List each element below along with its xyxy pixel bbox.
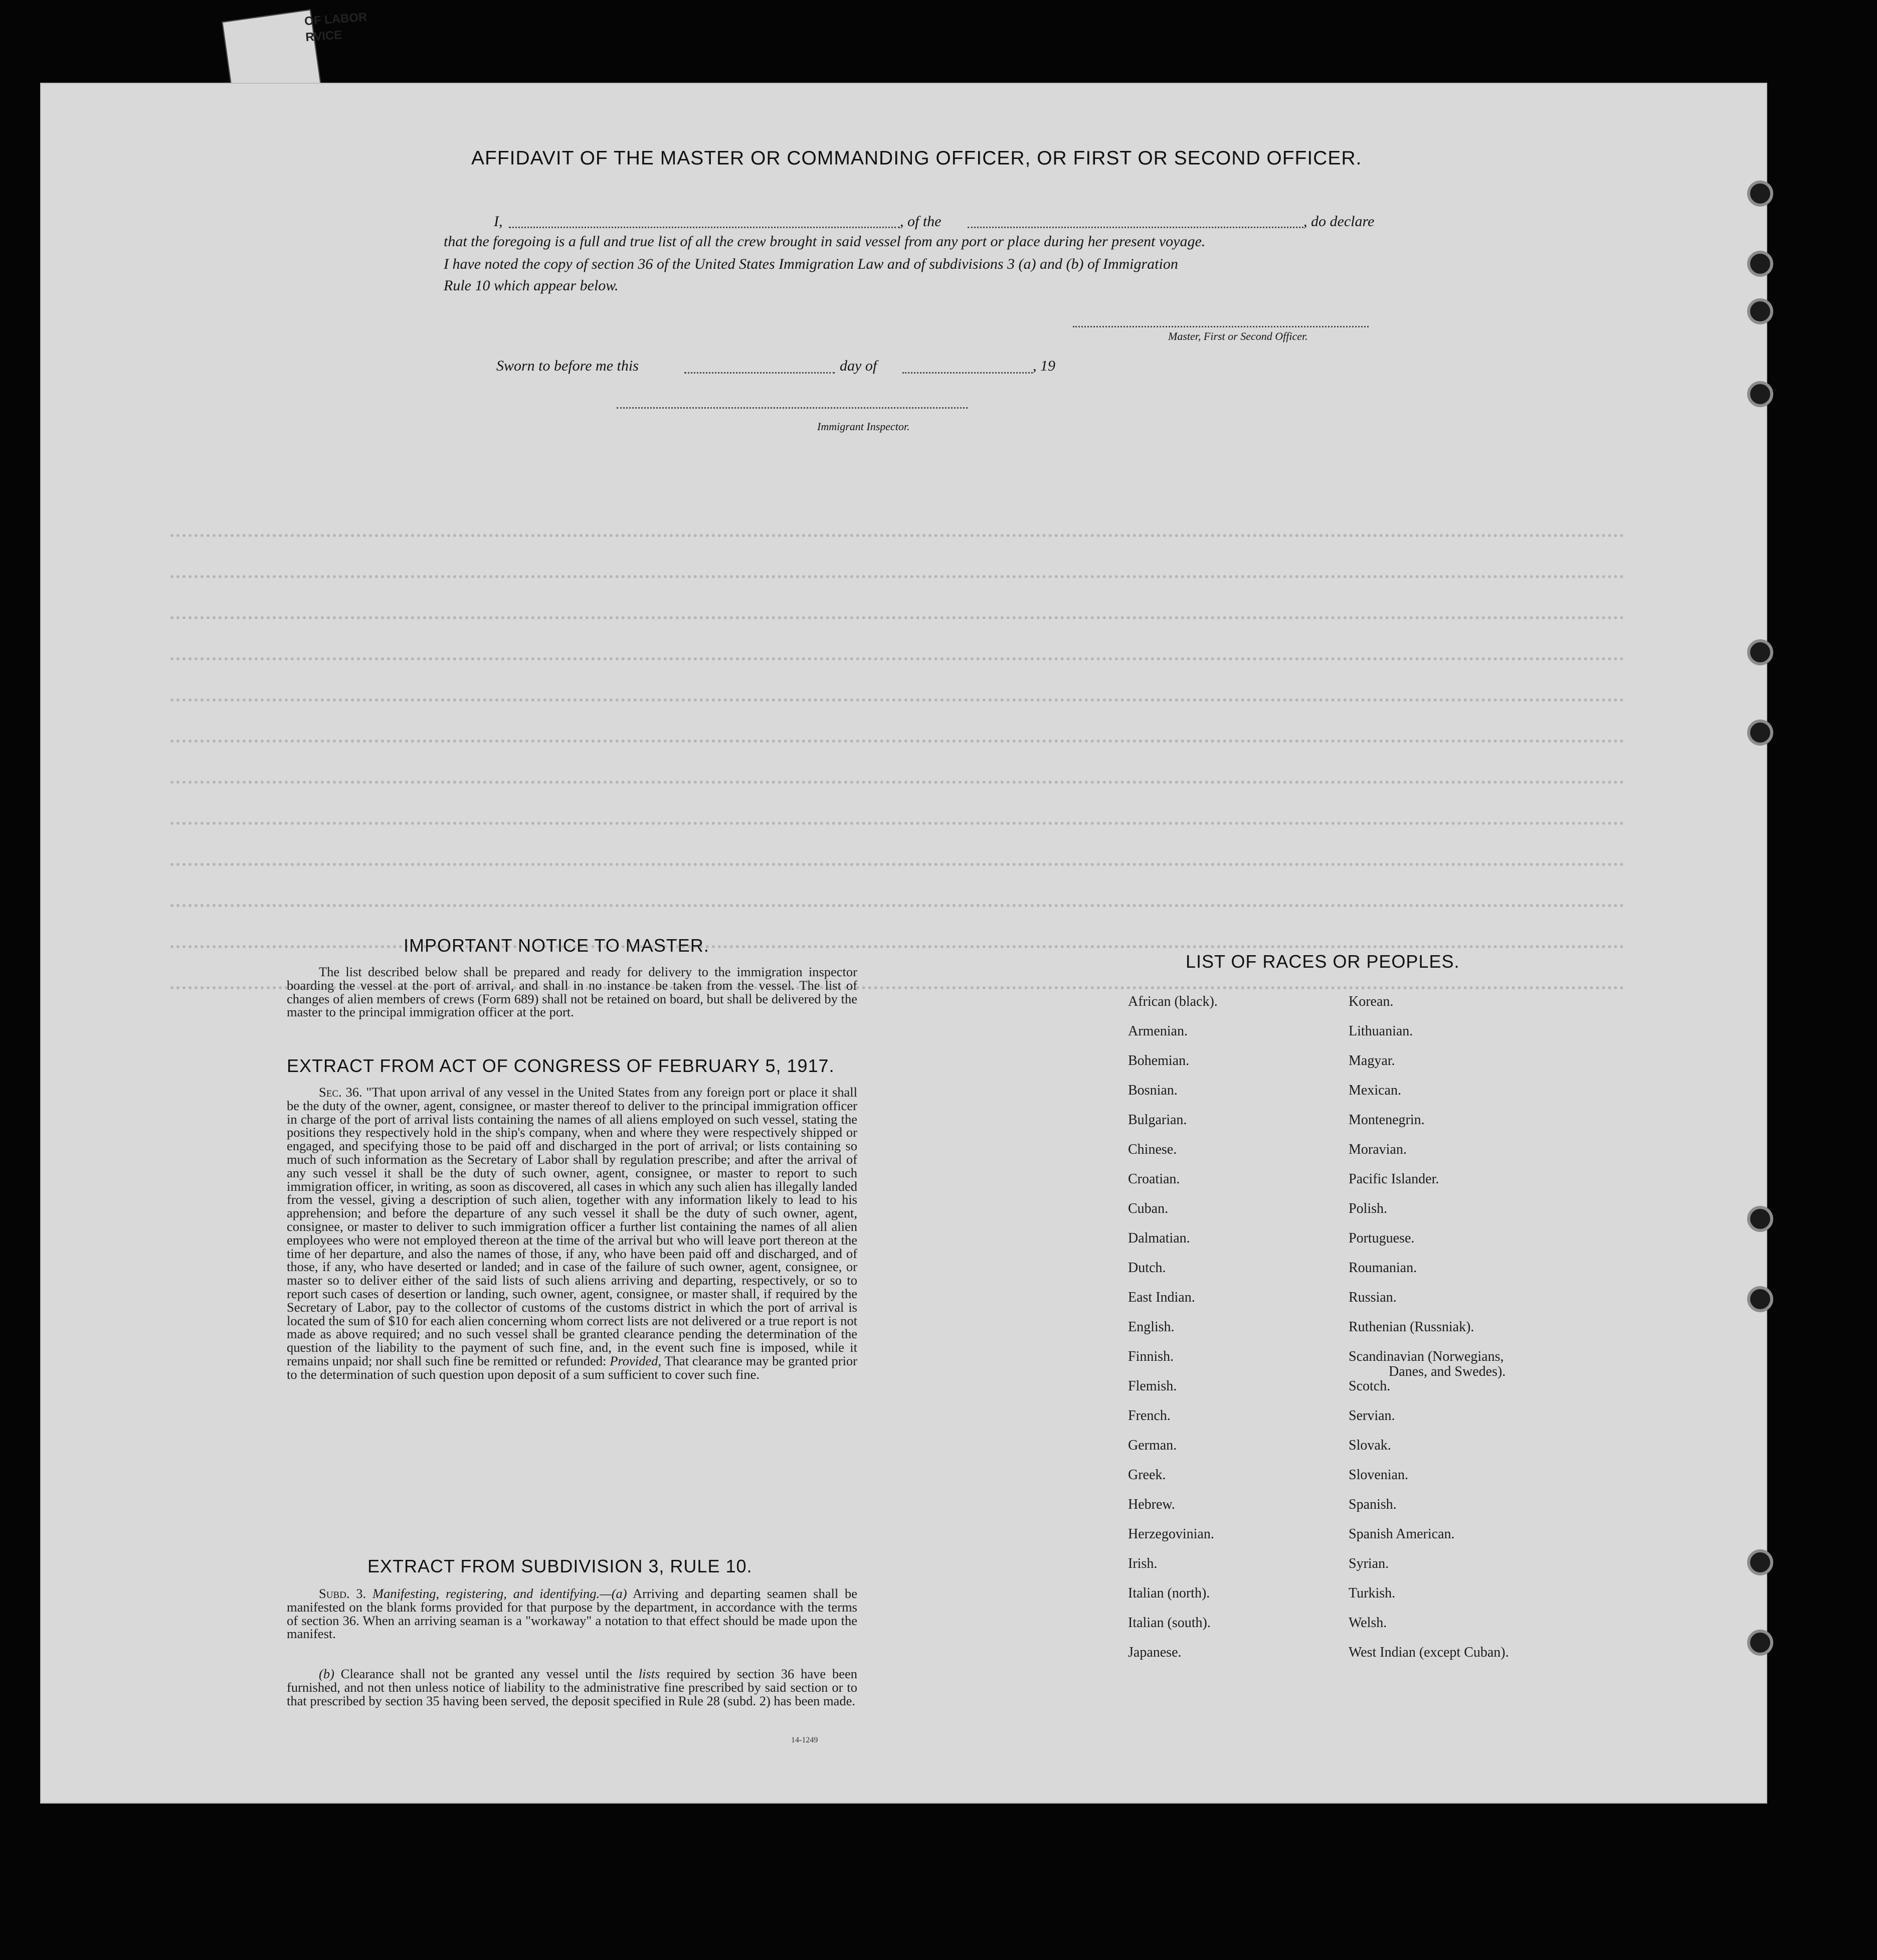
race-item: African (black). (1128, 994, 1218, 1009)
race-item: German. (1128, 1438, 1177, 1453)
binder-holes (1747, 83, 1777, 1804)
document-page (40, 83, 1767, 1804)
binder-hole-icon (1747, 639, 1773, 665)
binder-hole-icon (1747, 298, 1773, 324)
name-blank (509, 227, 900, 228)
month-blank (902, 372, 1033, 374)
form-number: 14-1249 (791, 1736, 818, 1744)
race-item: French. (1128, 1408, 1171, 1423)
binder-hole-icon (1747, 1630, 1773, 1656)
race-item: Spanish American. (1349, 1526, 1455, 1542)
rule-b-lists: lists (638, 1666, 660, 1681)
rule-b-body-1: Clearance shall not be granted any vessel until the (340, 1666, 632, 1681)
race-item: Hebrew. (1128, 1497, 1175, 1512)
act-body: "That upon arrival of any vessel in the United States from any foreign port or place it shall be the duty of the owner, agent, consignee, or master thereof to deliver to the principal immigration officer in charge of the port of arrival lists containing the names of all aliens employed on such vessel, stating the positions they respectively hold in the ship's company, when and where they were respectively shipped or engaged, and specifying those to be paid off and discharged in the port of arrival; or lists containing so much of such information as the Secretary of Labor shall by regulation prescribe; and after the arrival of any such vessel it shall be the duty of such owner, agent, consignee, or master to report to such immigration officer, in writing, as soon as discovered, all cases in which any such alien has illegally landed from the vessel, giving a description of such alien, together with any information likely to lead to his apprehension; and before the departure of any such vessel it shall be the duty of such owner, agent, consignee, or master to deliver to such immigration officer a further list containing the names of all alien employees who were not employed thereon at the time of the arrival but who will leave port thereon at the time of her departure, and also the names of those, if any, who have been paid off and discharged, and of those, if any, who have deserted or landed; and in case of the failure of such owner, agent, consignee, or master so to deliver either of the said lists of such aliens arriving and departing, respectively, or so to report such cases of desertion or landing, such owner, agent, consignee, or master shall, if required by the Secretary of Labor, pay to the collector of customs of the customs district in which the port of arrival is located the sum of $10 for each alien concerning whom correct lists are not delivered or a true report is not made as above required; and no such vessel shall be granted clearance pending the determination of the question of the liability to the payment of such fine, and, in the event such fine is imposed, while it remains unpaid; nor shall such fine be remitted or refunded: (287, 1085, 857, 1368)
race-item: Italian (north). (1128, 1585, 1210, 1601)
affidavit-line-4: Rule 10 which appear below. (444, 277, 619, 294)
binder-hole-icon (1747, 181, 1773, 207)
race-item: Armenian. (1128, 1023, 1188, 1039)
race-item: Servian. (1349, 1408, 1395, 1423)
rule-b-text (287, 1667, 857, 1707)
race-item: Magyar. (1349, 1053, 1395, 1068)
master-label: Master, First or Second Officer. (1168, 330, 1308, 342)
affidavit-of-the: , of the (900, 213, 942, 230)
inspector-signature-line (617, 407, 968, 409)
affidavit-line-3: I have noted the copy of section 36 of the United States Immigration Law and of subdivisions 3 (a) and (b) of Immigration (444, 256, 1178, 272)
rule-heading: EXTRACT FROM SUBDIVISION 3, RULE 10. (367, 1556, 753, 1576)
race-item-continuation: Danes, and Swedes). (1389, 1364, 1506, 1379)
race-item: Syrian. (1349, 1556, 1389, 1571)
race-item: East Indian. (1128, 1290, 1195, 1305)
race-item: Bulgarian. (1128, 1112, 1187, 1128)
race-item: Ruthenian (Russniak). (1349, 1319, 1474, 1335)
race-item: Polish. (1349, 1201, 1388, 1216)
act-section-label: Sec. 36. (319, 1085, 362, 1100)
rule-subd-label: Subd. 3. (319, 1586, 366, 1601)
race-item: Flemish. (1128, 1378, 1177, 1394)
affidavit-i: I, (494, 213, 503, 230)
race-item: English. (1128, 1319, 1175, 1335)
race-item: Croatian. (1128, 1171, 1180, 1187)
race-item: Russian. (1349, 1290, 1397, 1305)
act-provided: Provided, (610, 1353, 662, 1368)
race-item: Pacific Islander. (1349, 1171, 1439, 1187)
race-item: Irish. (1128, 1556, 1158, 1571)
race-item: Cuban. (1128, 1201, 1169, 1216)
binder-hole-icon (1747, 1206, 1773, 1232)
master-signature-line (1073, 326, 1369, 327)
race-item: Dalmatian. (1128, 1230, 1190, 1246)
binder-hole-icon (1747, 720, 1773, 746)
race-item: Welsh. (1349, 1615, 1387, 1631)
race-item: Bohemian. (1128, 1053, 1190, 1068)
race-item: Portuguese. (1349, 1230, 1415, 1246)
day-of-label: day of (840, 358, 877, 374)
race-item: Greek. (1128, 1467, 1166, 1483)
race-item: West Indian (except Cuban). (1349, 1645, 1509, 1660)
affidavit-line-2: that the foregoing is a full and true list of all the crew brought in said vessel from any port or place during her present voyage. (444, 233, 1206, 250)
race-item: Roumanian. (1349, 1260, 1417, 1276)
notice-heading: IMPORTANT NOTICE TO MASTER. (404, 935, 709, 956)
act-heading: EXTRACT FROM ACT OF CONGRESS OF FEBRUARY 5, 1917. (287, 1055, 835, 1076)
race-item: Japanese. (1128, 1645, 1182, 1660)
affidavit-title: AFFIDAVIT OF THE MASTER OR COMMANDING OFFICER, OR FIRST OR SECOND OFFICER. (471, 147, 1362, 169)
rule-b-label: (b) (319, 1666, 334, 1681)
binder-hole-icon (1747, 381, 1773, 407)
race-item: Bosnian. (1128, 1083, 1178, 1098)
binder-hole-icon (1747, 251, 1773, 277)
rule-b-body-2: required by section 36 have been furnished, and not then unless notice of liability to the administrative fine prescribed by said section or to that prescribed by section 35 having been served, the deposit specified in Rule 28 (subd. 2) has been made. (287, 1666, 858, 1708)
races-heading: LIST OF RACES OR PEOPLES. (1186, 951, 1460, 972)
race-item: Turkish. (1349, 1585, 1396, 1601)
affidavit-declare: , do declare (1303, 213, 1375, 230)
rule-a-text (287, 1587, 857, 1641)
year-prefix: , 19 (1033, 358, 1055, 374)
binder-hole-icon (1747, 1286, 1773, 1312)
race-item: Herzegovinian. (1128, 1526, 1214, 1542)
race-item: Chinese. (1128, 1142, 1177, 1157)
notice-text: The list described below shall be prepared and ready for delivery to the immigration inspector boarding the vessel at the port of arrival, and shall in no instance be taken from the vessel. The list of changes of alien members of crews (Form 689) shall not be retained on board, but shall be delivered by the master to the principal immigration officer at the port. (287, 964, 857, 1020)
vessel-blank (968, 227, 1303, 228)
race-item: Scandinavian (Norwegians, (1349, 1349, 1504, 1364)
race-item: Spanish. (1349, 1497, 1397, 1512)
race-item: Italian (south). (1128, 1615, 1211, 1631)
race-item: Dutch. (1128, 1260, 1166, 1276)
race-item: Moravian. (1349, 1142, 1407, 1157)
sworn-label: Sworn to before me this (496, 358, 639, 374)
tab-label: OF LABOR RVICE (304, 10, 368, 45)
race-item: Slovenian. (1349, 1467, 1408, 1483)
race-item: Finnish. (1128, 1349, 1174, 1364)
rule-a-body: Arriving and departing seamen shall be manifested on the blank forms provided for that purpose by the department, in accordance with the terms of section 36. When an arriving seaman is a "workaway" a notation to that effect should be made upon the manifest. (287, 1586, 858, 1642)
race-item: Slovak. (1349, 1438, 1391, 1453)
race-item: Scotch. (1349, 1378, 1391, 1394)
rule-a-label: —(a) (600, 1586, 627, 1601)
binder-hole-icon (1747, 1549, 1773, 1575)
inspector-label: Immigrant Inspector. (817, 420, 910, 433)
act-body-end: That clearance may be granted prior to the determination of such question upon deposit of a sum sufficient to cover such fine. (287, 1353, 858, 1382)
race-item: Korean. (1349, 994, 1394, 1009)
race-item: Mexican. (1349, 1083, 1401, 1098)
act-text (287, 1086, 857, 1381)
race-item: Lithuanian. (1349, 1023, 1413, 1039)
race-item: Montenegrin. (1349, 1112, 1425, 1128)
rule-subd-title: Manifesting, registering, and identifying. (372, 1586, 600, 1601)
sworn-blank (684, 372, 835, 374)
